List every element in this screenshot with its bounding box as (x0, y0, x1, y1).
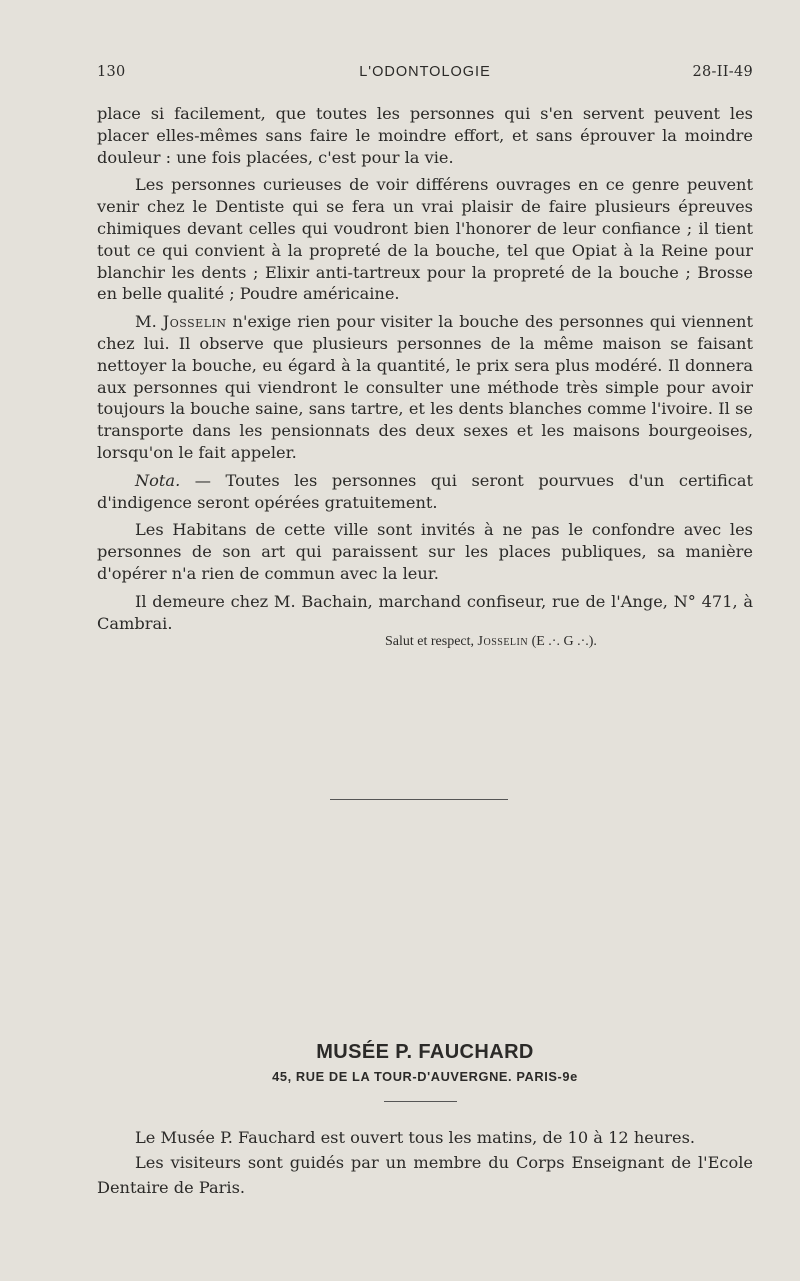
signature-line (385, 634, 597, 650)
nota-label: Nota. (135, 470, 181, 490)
museum-divider (384, 1101, 457, 1102)
section-divider (330, 799, 508, 800)
signature-suffix: (E .·. G .·.). (528, 634, 597, 649)
paragraph-4 (97, 470, 753, 514)
issue-date: 28-II-49 (692, 64, 753, 80)
signature-prefix: Salut et respect, (385, 634, 478, 649)
dentist-name: Josselin (162, 312, 227, 332)
paragraph-3 (97, 311, 753, 464)
paragraph-2: Les personnes curieuses de voir différens ouvrages en ce genre peuvent venir chez le Dentiste qui se fera un vrai plaisir de faire plusieurs épreuves chimiques devant celles qui voudront bien l'honorer de leur confiance ; il tient tout ce qui convient à la propreté de la bouche, tel que Opiat à la Reine pour blanchir les dents ; Elixir anti-tartreux pour la propreté de la bouche ; Brosse en belle qualité ; Poudre américaine. (97, 175, 753, 304)
museum-visitors: Les visiteurs sont guidés par un membre du Corps Enseignant de l'Ecole Dentaire de Paris. (97, 1153, 753, 1197)
running-header (97, 64, 753, 84)
signature-name: Josselin (477, 634, 529, 649)
article-body (97, 103, 753, 634)
museum-notice (97, 1125, 753, 1200)
museum-title: MUSÉE P. FAUCHARD (316, 1041, 534, 1063)
paragraph-3-prefix: M. (135, 312, 163, 332)
paragraph-3-text: n'exige rien pour visiter la bouche des personnes qui viennent chez lui. Il observe que plusieurs personnes de la même maison se faisant nettoyer la bouche, eu égard à la quantité, le prix sera plus modéré. Il donnera aux personnes qui viendront le consulter une méthode très simple pour avoir toujours la bouche saine, sans tartre, et les dents blanches comme l'ivoire. Il se transporte dans les pensionnats des deux sexes et les maisons bourgeoises, lorsqu'on le fait appeler. (97, 312, 753, 462)
paragraph-1: place si facilement, que toutes les personnes qui s'en servent peuvent les placer elles-mêmes sans faire le moindre effort, et sans éprouver la moindre douleur : une fois placées, c'est pour la vie. (97, 104, 753, 167)
museum-hours: Le Musée P. Fauchard est ouvert tous les matins, de 10 à 12 heures. (135, 1128, 696, 1147)
page-number: 130 (97, 64, 126, 80)
paragraph-5: Les Habitans de cette ville sont invités à ne pas le confondre avec les personnes de son art qui paraissent sur les places publiques, sa manière d'opérer n'a rien de commun avec la leur. (97, 520, 753, 583)
journal-title: L'ODONTOLOGIE (359, 64, 491, 80)
paragraph-6: Il demeure chez M. Bachain, marchand confiseur, rue de l'Ange, N° 471, à Cambrai. (97, 591, 753, 633)
paragraph-4-text: — Toutes les personnes qui seront pourvues d'un certificat d'indigence seront opérées gratuitement. (97, 470, 753, 512)
museum-address: 45, RUE DE LA TOUR-D'AUVERGNE. PARIS-9e (272, 1069, 578, 1084)
